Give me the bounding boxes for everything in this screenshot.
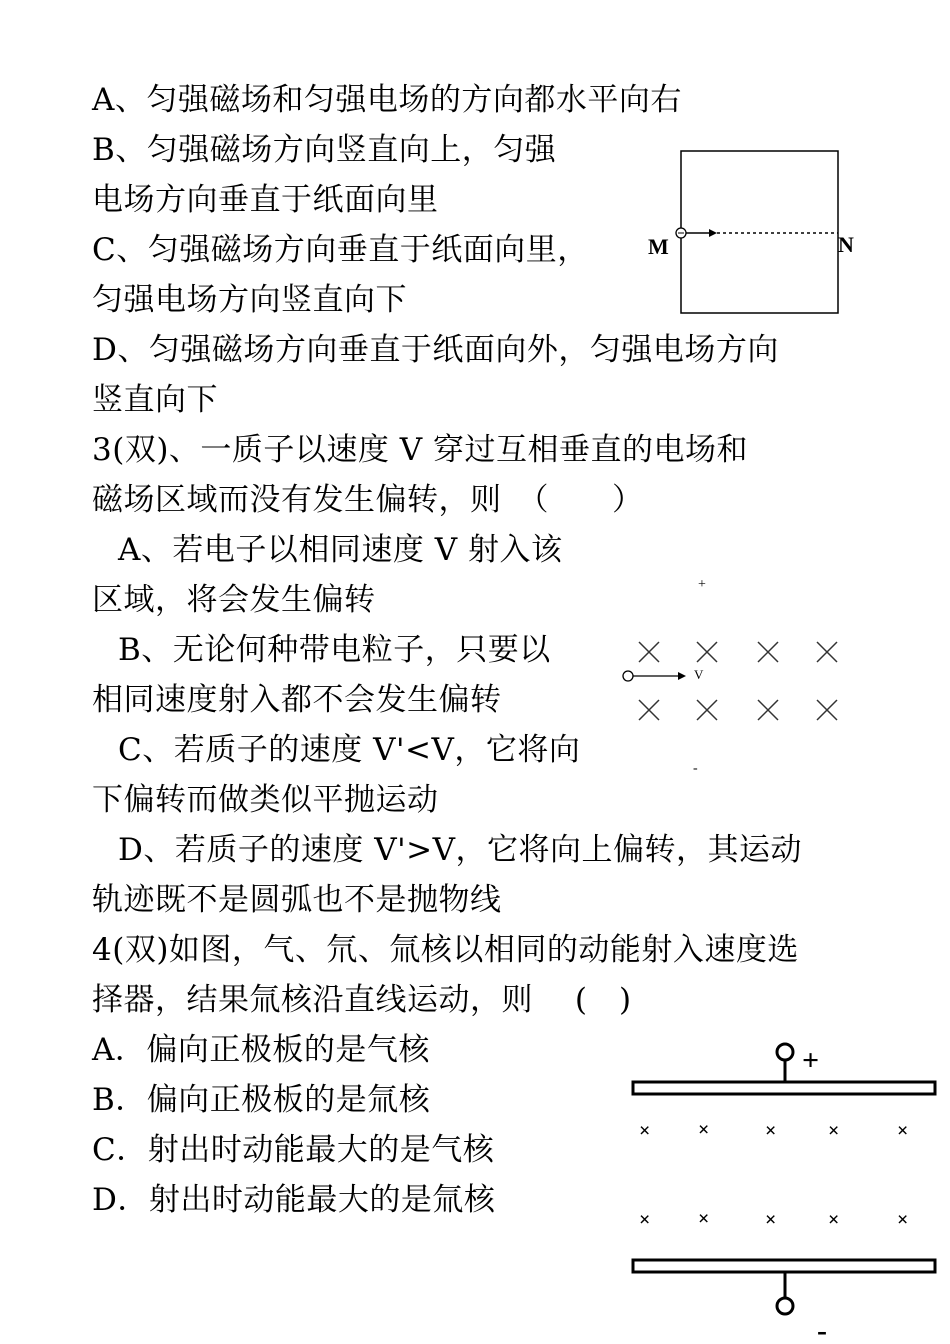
particle-icon [623,671,633,681]
negative-sign: - [817,1314,827,1344]
q3-option-d-line-2: 轨迹既不是圆弧也不是抛物线 [92,882,502,918]
cross-icon: × [698,1208,710,1230]
label-n: N [838,232,854,257]
cross-icon: × [639,1120,651,1142]
option-d-line-2: 竖直向下 [92,382,218,418]
negative-plate [633,1260,935,1272]
question-3-line-1: 3(双)、一质子以速度 V 穿过互相垂直的电场和 [92,432,749,468]
option-c-line-2: 匀强电场方向竖直向下 [92,282,407,318]
magnetic-field-crosses-bottom [639,700,837,720]
cross-icon: × [897,1120,909,1142]
negative-terminal [777,1298,793,1314]
option-b-line-1: B、匀强磁场方向竖直向上，匀强 [92,132,557,168]
positive-sign: + [698,577,706,592]
question-4-line-1: 4(双)如图，气、氘、氚核以相同的动能射入速度选 [92,932,799,968]
negative-sign: - [693,761,698,776]
q4-option-b: B．偏向正极板的是氚核 [92,1082,431,1118]
q4-option-d: D．射出时动能最大的是氚核 [92,1182,496,1218]
cross-icon: × [698,1119,710,1141]
option-a-line: A、匀强磁场和匀强电场的方向都水平向右 [92,82,682,118]
option-b-line-2: 电场方向垂直于纸面向里 [92,182,439,218]
label-m: M [648,234,669,259]
figure-field-box [640,145,870,320]
question-4-line-2: 择器，结果氚核沿直线运动，则 ( ) [92,982,632,1018]
figure-velocity-selector-2 [625,1040,943,1344]
cross-icon: × [765,1209,777,1231]
q3-option-b-line-1: B、无论何种带电粒子，只要以 [118,632,551,668]
question-3-line-2: 磁场区域而没有发生偏转，则 （ ） [92,482,644,518]
positive-sign: + [802,1044,820,1077]
cross-icon: × [897,1209,909,1231]
q3-option-b-line-2: 相同速度射入都不会发生偏转 [92,682,502,718]
cross-icon: × [828,1209,840,1231]
field-boundary [681,151,838,313]
option-d-line-1: D、匀强磁场方向垂直于纸面向外，匀强电场方向 [92,332,779,368]
q3-option-a-line-2: 区域，将会发生偏转 [92,582,376,618]
figure-velocity-selector-1 [610,570,860,780]
q3-option-d-line-1: D、若质子的速度 V'>V，它将向上偏转，其运动 [118,832,802,868]
cross-icon: × [828,1120,840,1142]
q4-option-c: C．射出时动能最大的是气核 [92,1132,495,1168]
q4-option-a: A．偏向正极板的是气核 [92,1032,430,1068]
option-c-line-1: C、匀强磁场方向垂直于纸面向里， [92,232,589,268]
positive-plate [633,1082,935,1094]
q3-option-c-line-1: C、若质子的速度 V'<V，它将向 [118,732,581,768]
magnetic-field-crosses-top [639,642,837,662]
cross-icon: × [765,1120,777,1142]
positive-terminal [777,1044,793,1060]
velocity-label: V [694,667,704,682]
q3-option-c-line-2: 下偏转而做类似平抛运动 [92,782,439,818]
cross-icon: × [639,1209,651,1231]
q3-option-a-line-1: A、若电子以相同速度 V 射入该 [118,532,563,568]
